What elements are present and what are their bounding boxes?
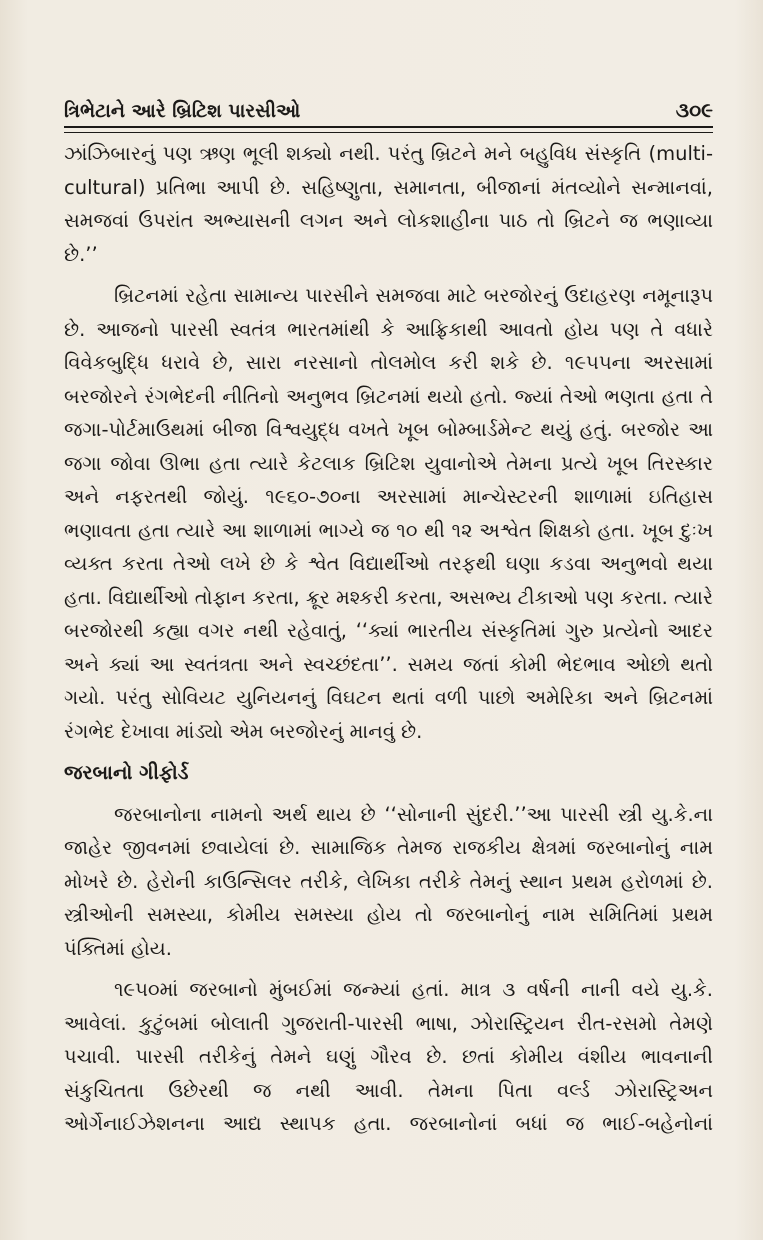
paragraph-jarbano-intro: જરબાનોના નામનો અર્થ થાય છે ‘‘સોનાની સુંદરી.’’આ પારસી સ્ત્રી યુ.કે.ના જાહેર જીવનમાં છવાયેલાં છે. સામાજિક તેમજ રાજકીય ક્ષેત્રમાં જરબાનોનું નામ મોખરે છે. હેરોની કાઉન્સિલર તરીકે, લેખિકા તરીકે તેમનું સ્થાન પ્રથમ હરોળમાં છે. સ્ત્રીઓની સમસ્યા, કોમીય સમસ્યા હોય તો જરબાનોનું નામ સમિતિમાં પ્રથમ પંક્તિમાં હોય. [64, 802, 713, 960]
paragraph-gap [64, 790, 713, 798]
body-text [64, 137, 713, 1141]
header-rule-thick [64, 126, 713, 128]
header-rule-thin [64, 132, 713, 133]
paragraph-quote-end: ઝાંઝિબારનું પણ ઋણ ભૂલી શક્યો નથી. પરંતુ બ્રિટને મને બહુવિધ સંસ્કૃતિ (multi-cultural) પ્રતિભા આપી છે. સહિષ્ણુતા, સમાનતા, બીજાનાં મંતવ્યોને સન્માનવાં, સમજવાં ઉપરાંત અભ્યાસની લગન અને લોકશાહીના પાઠ તો બ્રિટને જ ભણાવ્યા છે.’’ [64, 142, 713, 266]
paragraph-gap [64, 965, 713, 973]
paragraph-gap [64, 271, 713, 279]
paragraph-barjor: બ્રિટનમાં રહેતા સામાન્ય પારસીને સમજવા માટે બરજોરનું ઉદાહરણ નમૂનારૂપ છે. આજનો પારસી સ્વતંત્ર ભારતમાંથી કે આફ્રિકાથી આવતો હોય પણ તે વધારે વિવેકબુદ્ધિ ધરાવે છે, સારા નરસાનો તોલમોલ કરી શકે છે. ૧૯૫૫ના અરસામાં બરજોરને રંગભેદની નીતિનો અનુભવ બ્રિટનમાં થયો હતો. જ્યાં તેઓ ભણતા હતા તે જગા-પોર્ટમાઉથમાં બીજા વિશ્વયુદ્ધ વખતે ખૂબ બોમ્બાર્ડમેન્ટ થયું હતું. બરજોર આ જગા જોવા ઊભા હતા ત્યારે કેટલાક બ્રિટિશ યુવાનોએ તેમના પ્રત્યે ખૂબ તિરસ્કાર અને નફરતથી જોયું. ૧૯૬૦-૭૦ના અરસામાં માન્ચેસ્ટરની શાળામાં ઇતિહાસ ભણાવતા હતા ત્યારે આ શાળામાં ભાગ્યે જ ૧૦ થી ૧૨ અશ્વેત શિક્ષકો હતા. ખૂબ દુઃખ વ્યક્ત કરતા તેઓ લખે છે કે શ્વેત વિદ્યાર્થીઓ તરફથી ઘણા કડવા અનુભવો થયા હતા. વિદ્યાર્થીઓ તોફાન કરતા, ક્રૂર મશ્કરી કરતા, અસભ્ય ટીકાઓ પણ કરતા. ત્યારે બરજોરથી કહ્યા વગર નથી રહેવાતું, ‘‘ક્યાં ભારતીય સંસ્કૃતિમાં ગુરુ પ્રત્યેનો આદર અને ક્યાં આ સ્વતંત્રતા અને સ્વચ્છંદતા’’. સમય જતાં કોમી ભેદભાવ ઓછો થતો ગયો. પરંતુ સોવિયટ યુનિયનનું વિઘટન થતાં વળી પાછો અમેરિકા અને બ્રિટનમાં રંગભેદ દેખાવા માંડ્યો એમ બરજોરનું માનવું છે. [64, 284, 713, 743]
paragraph-jarbano-birth: ૧૯૫૦માં જરબાનો મુંબઈમાં જન્મ્યાં હતાં. માત્ર ૩ વર્ષની નાની વયે યુ.કે. આવેલાં. કુટુંબમાં બોલાતી ગુજરાતી-પારસી ભાષા, ઝોરાસ્ટ્રિયન રીત-રસમો તેમણે પચાવી. પારસી તરીકેનું તેમને ઘણું ગૌરવ છે. છતાં કોમીય વંશીય ભાવનાની સંકુચિતતા ઉછેરથી જ નથી આવી. તેમના પિતા વર્લ્ડ ઝોરાસ્ટ્રિઅન ઓર્ગેનાઈઝેશનના આદ્ય સ્થાપક હતા. જરબાનોનાં બધાં જ ભાઈ-બહેનોનાં [64, 978, 713, 1135]
running-header [64, 88, 713, 122]
running-title: ત્રિભેટાને આરે બ્રિટિશ પારસીઓ [64, 100, 301, 122]
section-heading: જરબાનો ગીફોર્ડ [64, 761, 189, 784]
paragraph-gap [64, 748, 713, 756]
page-number: ૩૦૯ [675, 98, 713, 122]
